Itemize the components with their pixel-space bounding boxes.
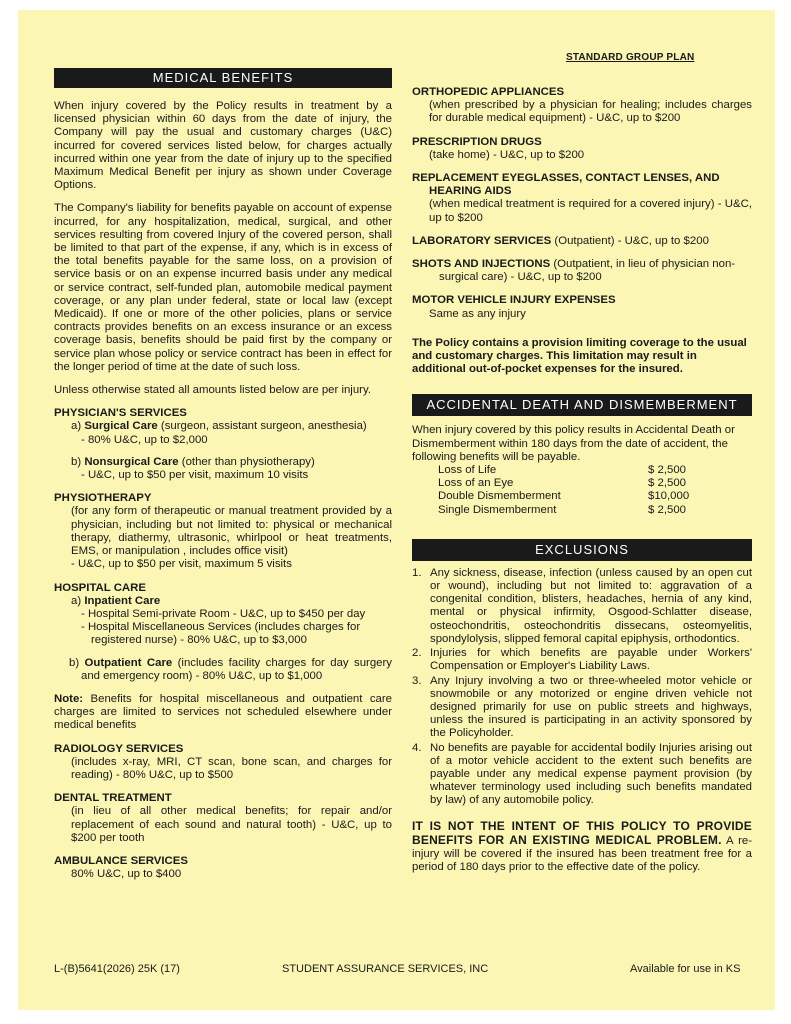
outpatient-care-line <box>54 657 392 683</box>
table-row <box>438 504 708 517</box>
hospital-care-section <box>54 582 392 683</box>
company-name: STUDENT ASSURANCE SERVICES, INC <box>282 963 489 975</box>
list-item <box>412 742 752 808</box>
section-title: AMBULANCE SERVICES <box>54 854 188 867</box>
ambulance-section <box>54 855 392 881</box>
item-text: Any Injury involving a two or three-wheeled motor vehicle or snowmobile or any motorized or engine driven vehicle not designed primarily for use on public streets and highways, unless the insured is participating in an activity sponsored by the Policyholder. <box>430 674 752 740</box>
table-row <box>438 464 708 477</box>
list-item <box>412 675 752 741</box>
physiotherapy-text: (for any form of therapeutic or manual treatment provided by a physician, including but not limited to: physical or mechanical therapy, diathermy, ultrasonic, whirlpool or heat treatments, EMS, or manipulation , includes office visit) <box>71 505 392 558</box>
laboratory-title: LABORATORY SERVICES <box>412 234 552 247</box>
add-intro: When injury covered by this policy results in Accidental Death or Dismemberment within 180 days from the date of accident, the following benefits will be payable. <box>412 424 735 463</box>
item-number: 3. <box>412 674 422 687</box>
outpatient-care-label: Outpatient Care <box>84 656 173 669</box>
orthopedic-section <box>412 86 752 126</box>
list-item <box>412 567 752 646</box>
inpatient-care-label: Inpatient Care <box>84 594 161 607</box>
shots-title: SHOTS AND INJECTIONS <box>412 258 551 271</box>
liability-paragraph: The Company's liability for benefits payable on account of expense incurred, for any hospitalization, medical, surgical, and other services resulting from covered Injury of the covered person, shall be limited to that part of the expense, if any, which is in excess of the total benefits payable for the same loss, on a provision of service basis or on an expense incurred basis under any medical or service contract, self-funded plan, automobile medical payment coverage, or any plan under federal, state or local law (except Medicaid). If one or more of the other policies, plans or service contracts provides benefits on an excess insurance or an excess coverage basis, benefits should be paid first by the company or service plan whose policy or service contract has been in effect for the longer period of time at the date of such loss. <box>54 202 392 373</box>
availability: Available for use in KS <box>630 963 741 975</box>
table-row <box>438 477 708 490</box>
item-text: Any sickness, disease, infection (unless caused by an open cut or wound), including but not limited to: aggravation of a congenital condition, blisters, headaches, hernia of any kind, mental or physical infirmity, Osgood-Schlatter disease, osteochondritis, osteochondritis dissecans, osteomyelitis, spondylolysis, slipped femoral capital epiphysis, orthodontics. <box>430 566 752 645</box>
motor-vehicle-section <box>412 294 752 320</box>
radiology-section <box>54 743 392 783</box>
surgical-care-label: Surgical Care <box>84 420 158 433</box>
item-prefix: b) <box>71 455 82 468</box>
list-item <box>412 647 752 673</box>
note-text: Benefits for hospital miscellaneous and outpatient care charges are limited to services not scheduled elsewhere under medical benefits <box>54 692 392 732</box>
left-column <box>54 68 392 881</box>
exclusions-banner: EXCLUSIONS <box>412 539 752 561</box>
shots-text: (Outpatient, in lieu of physician non-surgical care) - U&C, up to $200 <box>439 258 736 284</box>
limitation-notice: The Policy contains a provision limiting coverage to the usual and customary charges. This limitation may result in additional out-of-pocket expenses for the insured. <box>412 336 747 376</box>
item-number: 4. <box>412 741 422 754</box>
physicians-services-section <box>54 407 392 482</box>
dental-text: (in lieu of all other medical benefits; for repair and/or replacement of each sound and natural tooth) - U&C, up to $200 per tooth <box>71 805 392 844</box>
benefit-amount: $ 2,500 <box>648 477 687 490</box>
section-title: RADIOLOGY SERVICES <box>54 742 184 755</box>
nonsurgical-care-text: (other than physiotherapy) <box>178 455 315 468</box>
benefit-amount: $10,000 <box>648 490 690 503</box>
laboratory-line <box>412 235 752 248</box>
nonsurgical-care-label: Nonsurgical Care <box>84 455 179 468</box>
benefit-amount: $ 2,500 <box>648 464 687 477</box>
eyeglasses-text: (when medical treatment is required for a covered injury) - U&C, up to $200 <box>429 198 752 224</box>
item-prefix: a) <box>71 594 82 607</box>
per-injury-note: Unless otherwise stated all amounts listed below are per injury. <box>54 384 371 397</box>
intent-text: A re-injury will be covered if the insured has been treatment free for a period of 180 days prior to the effective date of the policy. <box>412 834 752 874</box>
dental-section <box>54 792 392 845</box>
nonsurgical-care-detail: - U&C, up to $50 per visit, maximum 10 visits <box>81 469 309 482</box>
motor-vehicle-text: Same as any injury <box>429 307 526 320</box>
item-text: Injuries for which benefits are payable under Workers' Compensation or Employer's Liability Laws. <box>430 647 752 673</box>
section-title: ORTHOPEDIC APPLIANCES <box>412 86 565 98</box>
exclusions-list <box>412 567 752 808</box>
section-title: MOTOR VEHICLE INJURY EXPENSES <box>412 294 616 307</box>
shots-line <box>412 258 752 284</box>
semi-private-room-item: - Hospital Semi-private Room - U&C, up to $450 per day <box>81 607 366 620</box>
orthopedic-text: (when prescribed by a physician for healing; includes charges for durable medical equipment) - U&C, up to $200 <box>429 99 752 125</box>
table-row <box>438 490 708 503</box>
benefit-label: Loss of Life <box>438 464 497 477</box>
item-prefix: b) <box>69 656 80 669</box>
benefit-label: Loss of an Eye <box>438 477 514 490</box>
inpatient-care-line <box>54 595 392 608</box>
add-banner: ACCIDENTAL DEATH AND DISMEMBERMENT <box>412 394 752 416</box>
nonsurgical-care-line <box>54 456 392 469</box>
item-prefix: a) <box>71 420 82 433</box>
section-title: PHYSICIAN'S SERVICES <box>54 407 187 420</box>
section-title: REPLACEMENT EYEGLASSES, CONTACT LENSES, AND <box>412 172 720 185</box>
section-title: DENTAL TREATMENT <box>54 792 172 805</box>
medical-benefits-banner: MEDICAL BENEFITS <box>54 68 392 88</box>
physiotherapy-section <box>54 492 392 571</box>
form-code: L-(B)5641(2026) 25K (17) <box>54 963 180 975</box>
surgical-care-line <box>54 420 392 433</box>
surgical-care-detail: - 80% U&C, up to $2,000 <box>81 433 208 446</box>
add-benefit-table <box>412 464 708 517</box>
section-title: HOSPITAL CARE <box>54 581 146 594</box>
eyeglasses-section <box>412 172 752 225</box>
benefit-label: Single Dismemberment <box>438 503 557 516</box>
item-number: 1. <box>412 566 422 579</box>
section-title-continued: HEARING AIDS <box>429 185 512 198</box>
benefit-amount: $ 2,500 <box>648 503 687 516</box>
note-label: Note: <box>54 692 84 705</box>
item-number: 2. <box>412 647 422 660</box>
plan-label: STANDARD GROUP PLAN <box>566 52 695 63</box>
misc-services-item: - Hospital Miscellaneous Services (includes charges for registered nurse) - 80% U&C, up to $3,000 <box>81 621 361 647</box>
prescription-text: (take home) - U&C, up to $200 <box>429 148 585 161</box>
hospital-note <box>54 693 392 733</box>
physiotherapy-detail: - U&C, up to $50 per visit, maximum 5 visits <box>71 558 292 571</box>
intro-paragraph: When injury covered by the Policy results in treatment by a licensed physician within 60 days from the date of injury, the Company will pay the usual and customary charges (U&C) incurred for covered services listed below, for charges actually incurred within one year from the date of injury up to the specified Maximum Medical Benefit per injury as shown under Coverage Options. <box>54 100 392 192</box>
radiology-text: (includes x-ray, MRI, CT scan, bone scan, and charges for reading) - 80% U&C, up to $500 <box>71 755 392 781</box>
prescription-section <box>412 136 752 162</box>
ambulance-text: 80% U&C, up to $400 <box>71 868 182 881</box>
surgical-care-text: (surgeon, assistant surgeon, anesthesia) <box>157 420 367 433</box>
right-column <box>412 86 752 874</box>
intent-bold: IT IS NOT THE INTENT OF THIS POLICY TO PROVIDE BENEFITS FOR AN EXISTING MEDICAL PROBLEM. <box>412 818 752 847</box>
section-title: PRESCRIPTION DRUGS <box>412 135 542 148</box>
item-text: No benefits are payable for accidental bodily Injuries arising out of a motor vehicle accident to the extent such benefits are payable under any medical expense payment provision (by whatever terminology used including such benefits mandated by law) of any automobile policy. <box>430 741 752 807</box>
outpatient-care-text: (includes facility charges for day surgery and emergency room) - 80% U&C, up to $1,000 <box>81 656 392 682</box>
benefit-label: Double Dismemberment <box>438 490 561 503</box>
laboratory-text: (Outpatient) - U&C, up to $200 <box>551 234 709 247</box>
intent-paragraph <box>412 820 752 875</box>
section-title: PHYSIOTHERAPY <box>54 492 152 505</box>
